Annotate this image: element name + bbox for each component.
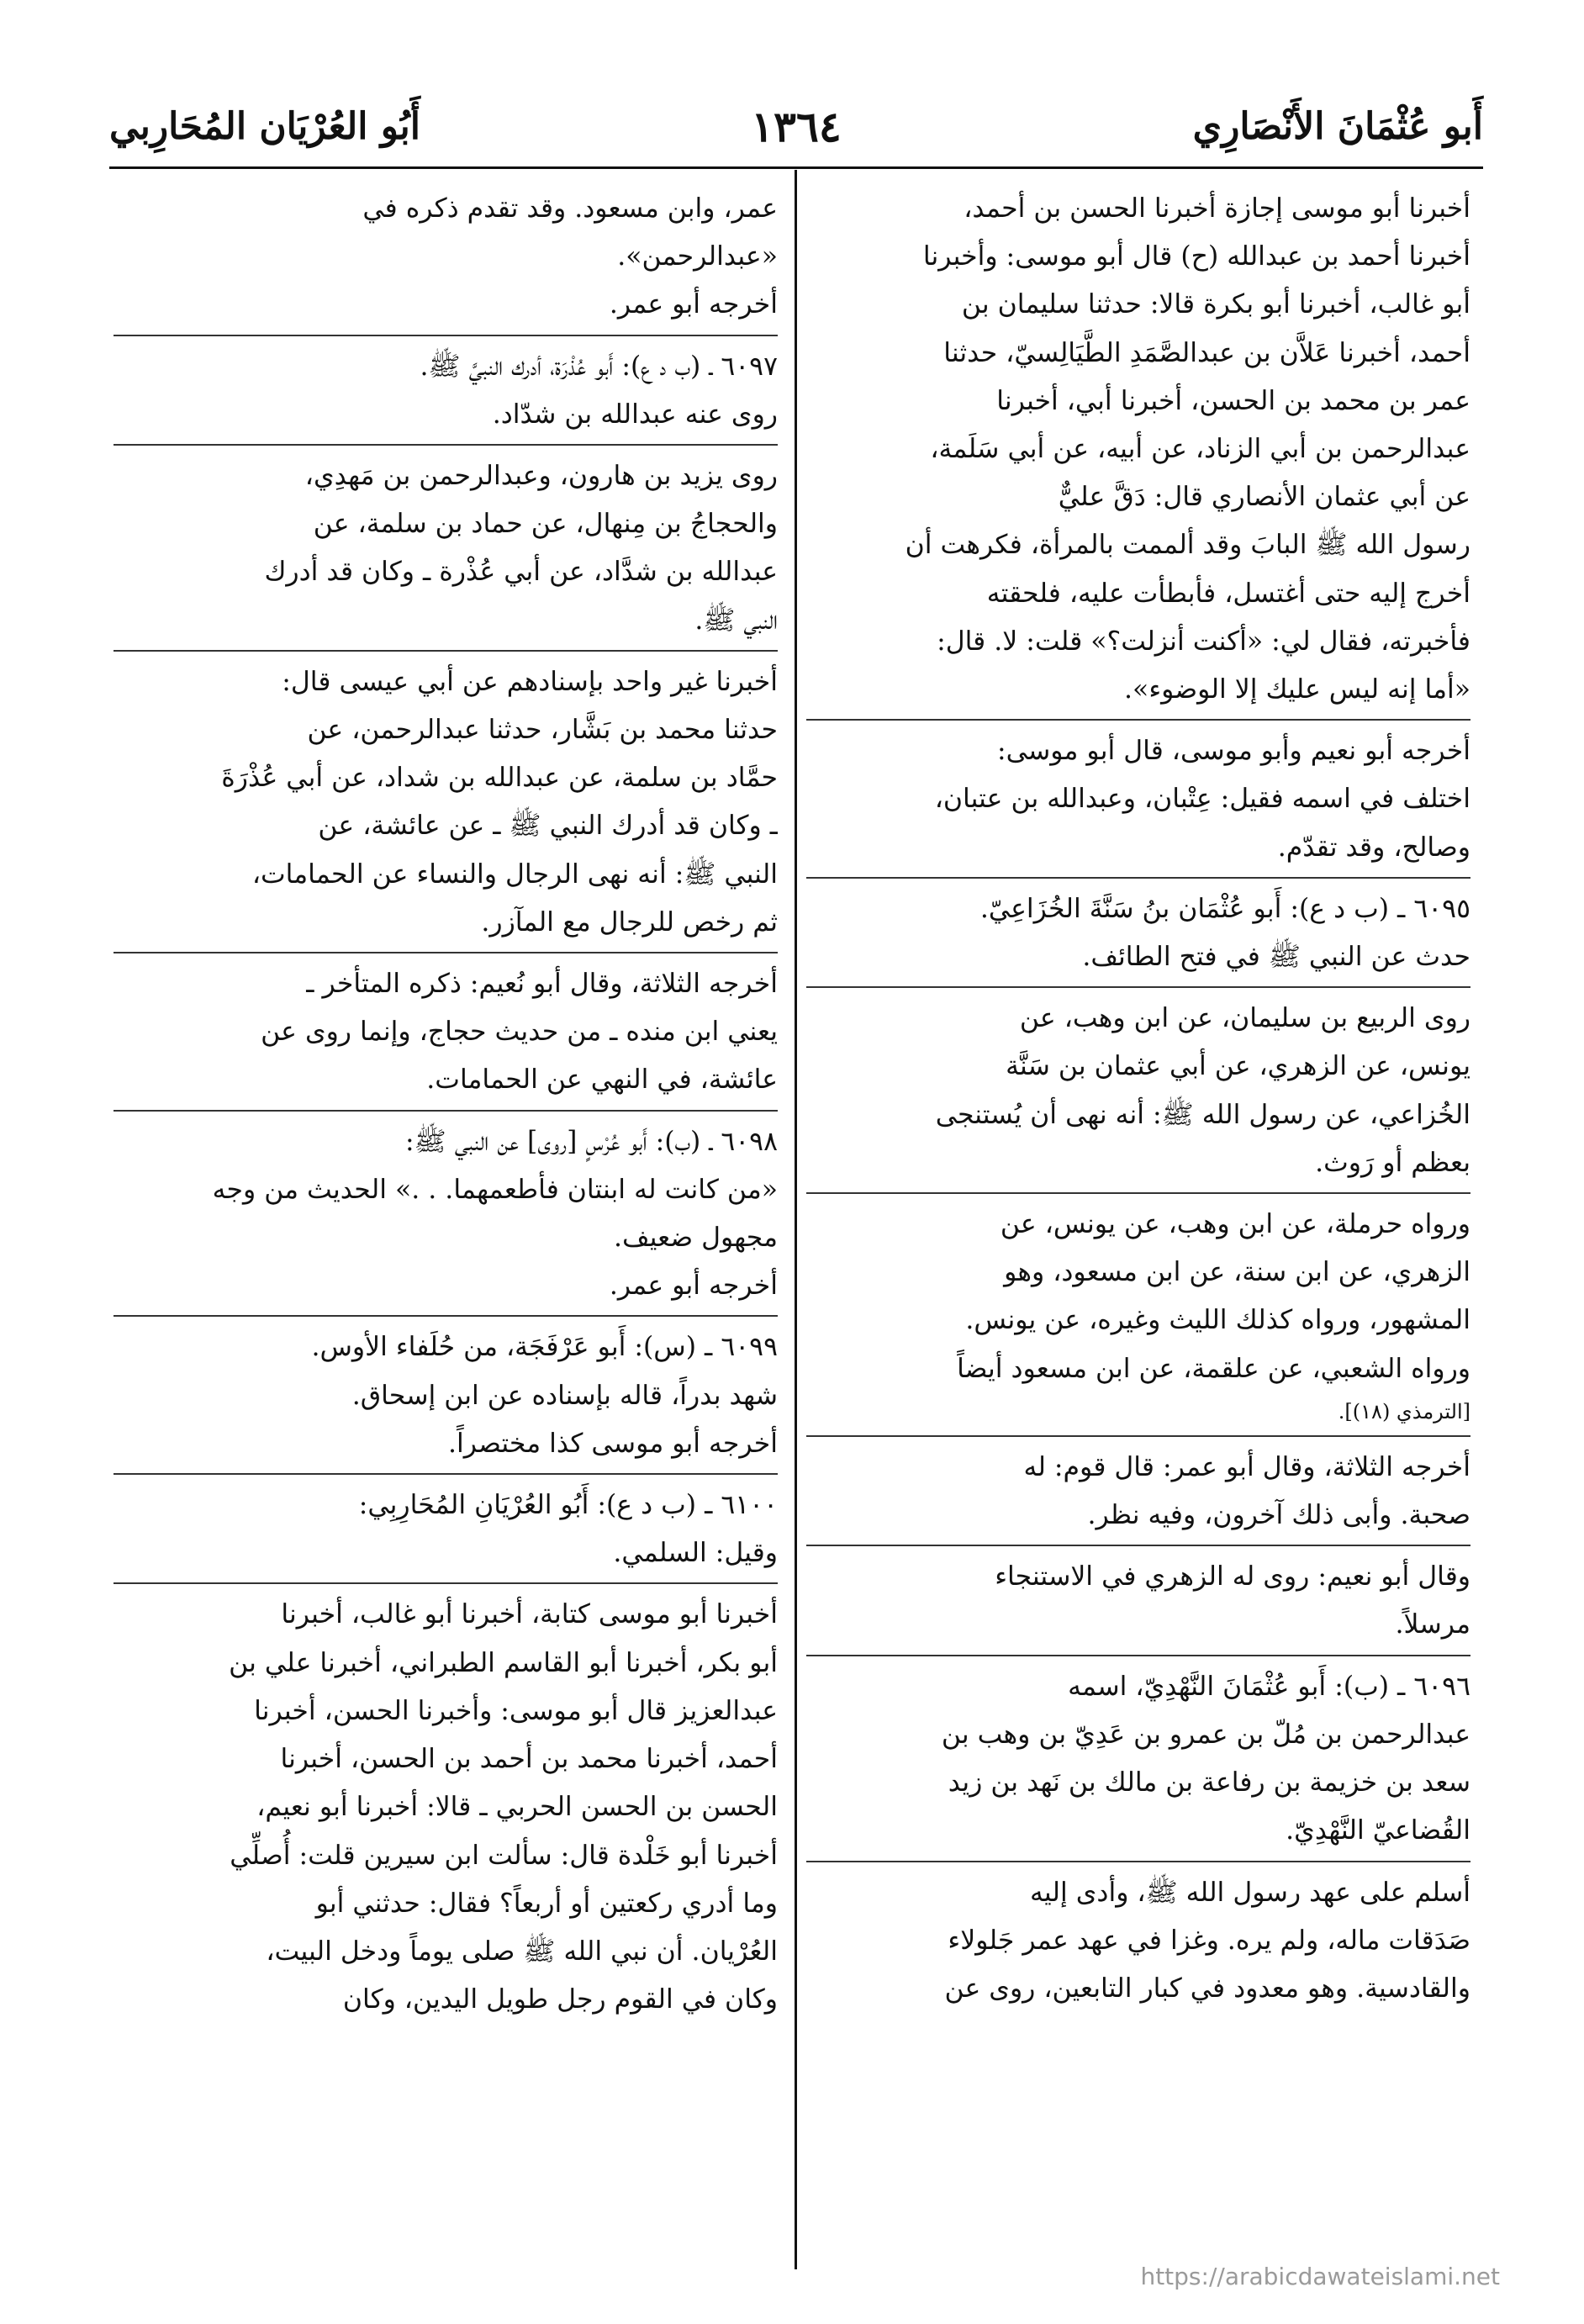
text-line: القُضاعيّ النَّهْدِيّ.	[1286, 1815, 1470, 1846]
text-line: وقيل: السلمي.	[613, 1538, 778, 1569]
text-line: عائشة، في النهي عن الحمامات.	[426, 1064, 778, 1096]
paragraph-separator	[114, 1582, 778, 1584]
text-line: مرسلاً.	[1395, 1609, 1470, 1640]
text-line: روى عنه عبدالله بن شدّاد.	[492, 399, 778, 430]
entry-heading-6097: ٦٠٩٧ ـ (ب د ع): أَبو عُذْرَة، أدرك النبيَّ ﷺ.	[420, 351, 778, 382]
text-line: أخبرنا أبو خَلْدة قال: سألت ابن سيرين قلت: أُصلِّي	[230, 1840, 778, 1871]
text-line: عمر، وابن مسعود. وقد تقدم ذكره في	[362, 193, 778, 224]
text-line: ورواه حرملة، عن ابن وهب، عن يونس، عن	[1000, 1209, 1470, 1240]
running-title-right: أَبو عُثْمَانَ الأَنْصَارِي	[1192, 104, 1483, 148]
text-line: وكان في القوم رجل طويل اليدين، وكان	[342, 1984, 778, 2015]
text-line: مجهول ضعيف.	[614, 1223, 778, 1254]
text-line: أبو بكر، أخبرنا أبو القاسم الطبراني، أخبرنا علي بن	[229, 1647, 778, 1678]
text-line: وصالح، وقد تقدّم.	[1277, 832, 1470, 863]
paragraph-separator	[114, 650, 778, 652]
text-line: ورواه الشعبي، عن علقمة، عن ابن مسعود أيضاً	[957, 1353, 1470, 1384]
text-line: أخبرنا غير واحد بإسنادهم عن أبي عيسى قال:	[282, 666, 778, 697]
text-line: ـ وكان قد أدرك النبي ﷺ ـ عن عائشة، عن	[318, 811, 778, 842]
paragraph-separator	[114, 1473, 778, 1475]
column-divider	[795, 170, 797, 2269]
paragraph-separator	[114, 444, 778, 446]
text-line: أحمد، أخبرنا عَلاَّن بن عبدالصَّمَدِ الطَّيَالِسيّ، حدثنا	[943, 337, 1470, 368]
text-line: فأخبرته، فقال لي: «أكنت أنزلت؟» قلت: لا. قال:	[937, 626, 1470, 657]
text-line: أبو غالب، أخبرنا أبو بكرة قالا: حدثنا سليمان بن	[961, 289, 1470, 320]
paragraph-separator	[806, 877, 1470, 879]
paragraph-separator	[806, 1435, 1470, 1437]
text-line: أخبرنا أبو موسى كتابة، أخبرنا أبو غالب، أخبرنا	[281, 1599, 778, 1630]
text-line: والحجاجُ بن مِنهال، عن حماد بن سلمة، عن	[313, 509, 778, 540]
text-line: أخرجه أبو نعيم وأبو موسى، قال أبو موسى:	[997, 736, 1470, 767]
text-line: حدث عن النبي ﷺ في فتح الطائف.	[1082, 942, 1470, 973]
text-line: أخبرنا أحمد بن عبدالله (ح) قال أبو موسى: وأخبرنا	[922, 241, 1470, 272]
paragraph-separator	[806, 986, 1470, 988]
text-line: أخرجه الثلاثة، وقال أبو نُعيم: ذكره المتأخر ـ	[306, 969, 778, 1000]
entry-heading-6095: ٦٠٩٥ ـ (ب د ع): أَبو عُثْمَان بنُ سَنَّةَ الخُزَاعِيّ.	[979, 893, 1470, 924]
text-line: وقال أبو نعيم: روى له الزهري في الاستنجاء	[995, 1561, 1470, 1592]
text-line: ثم رخص للرجال مع المآزر.	[481, 906, 778, 938]
text-line: أخرجه الثلاثة، وقال أبو عمر: قال قوم: له	[1023, 1451, 1470, 1482]
text-line: شهد بدراً، قاله بإسناده عن ابن إسحاق.	[351, 1380, 778, 1411]
entry-heading-6096: ٦٠٩٦ ـ (ب): أَبو عُثْمَانَ النَّهْدِيّ، اسمه	[1068, 1671, 1470, 1702]
text-line: أخبرنا أبو موسى إجازة أخبرنا الحسن بن أحمد،	[964, 193, 1470, 224]
page-header	[109, 92, 1483, 160]
watermark-url: https://arabicdawateislami.net	[1140, 2263, 1500, 2290]
text-line: سعد بن خزيمة بن رفاعة بن مالك بن نَهد بن زيد	[948, 1767, 1470, 1798]
hadith-quote: «أما إنه ليس عليك إلا الوضوء».	[1124, 674, 1470, 705]
paragraph-separator	[806, 1655, 1470, 1656]
text-line: والقادسية. وهو معدود في كبار التابعين، روى عن	[944, 1973, 1470, 2004]
hadith-quote: «من كانت له ابنتان فأطعمهما. . .» الحديث من وجه	[212, 1174, 778, 1205]
text-line: المشهور، ورواه كذلك الليث وغيره، عن يونس.	[965, 1305, 1470, 1336]
paragraph-separator	[114, 335, 778, 336]
entry-heading-6098: ٦٠٩٨ ـ (ب): أَبو عُرْسٍ [روى] عن النبي ﷺ:	[405, 1126, 778, 1157]
text-line: حمَّاد بن سلمة، عن عبدالله بن شداد، عن أبي عُذْرَةَ	[221, 763, 778, 794]
text-line: أسلم على عهد رسول الله ﷺ، وأدى إليه	[1030, 1877, 1470, 1908]
text-line: بعظم أو رَوث.	[1315, 1147, 1470, 1178]
text-line: أخرج إليه حتى أغتسل، فأبطأت عليه، فلحقته	[986, 578, 1470, 609]
left-column	[114, 185, 778, 2270]
paragraph-separator	[806, 1861, 1470, 1862]
right-column	[806, 185, 1470, 2270]
text-line: روى يزيد بن هارون، وعبدالرحمن بن مَهدِي،	[304, 461, 778, 492]
text-line: اختلف في اسمه فقيل: عِتْبان، وعبدالله بن عتبان،	[934, 784, 1470, 815]
text-line: روى الربيع بن سليمان، عن ابن وهب، عن	[1019, 1003, 1470, 1034]
paragraph-separator	[806, 1545, 1470, 1546]
entry-heading-6099: ٦٠٩٩ ـ (س): أَبو عَرْفَجَة، من حُلَفاء الأوس.	[311, 1332, 778, 1363]
text-line: عبدالعزيز قال أبو موسى: وأخبرنا الحسن، أخبرنا	[254, 1695, 778, 1726]
text-line: «عبدالرحمن».	[617, 241, 778, 272]
entry-heading-6100: ٦١٠٠ ـ (ب د ع): أَبُو العُرْيَانِ المُحَارِبِي:	[358, 1490, 778, 1521]
text-line: عن أبي عثمان الأنصاري قال: دَقَّ عليٌّ	[1058, 482, 1470, 513]
text-line: النبي ﷺ: أنه نهى الرجال والنساء عن الحمامات،	[251, 858, 778, 890]
paragraph-separator	[114, 1110, 778, 1112]
text-line: الزهري، عن ابن سنة، عن ابن مسعود، وهو	[1004, 1257, 1470, 1288]
text-line: الحسن بن الحسن الحربي ـ قالا: أخبرنا أبو نعيم،	[256, 1792, 778, 1823]
running-title-left: أَبُو العُرْيَان المُحَارِبي	[109, 104, 420, 148]
page-number: ١٣٦٤	[751, 101, 842, 151]
text-line: النبي ﷺ.	[694, 605, 778, 636]
text-line: أحمد، أخبرنا محمد بن أحمد بن الحسن، أخبرنا	[280, 1744, 778, 1775]
text-line: أخرجه أبو عمر.	[609, 289, 778, 320]
text-line: عمر بن محمد بن الحسن، أخبرنا أبي، أخبرنا	[996, 385, 1470, 416]
text-line: صحبة. وأبى ذلك آخرون، وفيه نظر.	[1087, 1500, 1470, 1531]
text-line: وما أدري ركعتين أو أربعاً؟ فقال: حدثني أبو	[315, 1888, 778, 1919]
text-line: أخرجه أبو موسى كذا مختصراً.	[447, 1428, 778, 1459]
text-line: حدثنا محمد بن بَشَّار، حدثنا عبدالرحمن، عن	[307, 715, 778, 746]
citation-reference: [الترمذي (١٨)].	[1338, 1399, 1470, 1423]
text-line: يعني ابن منده ـ من حديث حجاج، وإنما روى عن	[261, 1017, 778, 1048]
text-line: الخُزاعي، عن رسول الله ﷺ: أنه نهى أن يُستنجى	[935, 1099, 1470, 1130]
text-line: صَدَقات ماله، ولم يره. وغزا في عهد عمر جَلولاء	[948, 1925, 1470, 1956]
text-line: عبدالرحمن بن أبي الزناد، عن أبيه، عن أبي سَلَمة،	[930, 434, 1470, 465]
text-line: يونس، عن الزهري، عن أبي عثمان بن سَنَّة	[1006, 1051, 1470, 1082]
text-line: عبدالله بن شدَّاد، عن أبي عُذْرة ـ وكان قد أدرك	[264, 557, 778, 588]
header-rule	[109, 166, 1483, 169]
text-line: رسول الله ﷺ البابَ وقد ألممت بالمرأة، فكرهت أن	[905, 530, 1470, 561]
text-line: أخرجه أبو عمر.	[609, 1270, 778, 1302]
text-line: العُرْيان. أن نبي الله ﷺ صلى يوماً ودخل البيت،	[266, 1936, 778, 1967]
paragraph-separator	[806, 1192, 1470, 1194]
paragraph-separator	[114, 952, 778, 953]
paragraph-separator	[806, 719, 1470, 721]
text-line: عبدالرحمن بن مُلّ بن عمرو بن عَدِيّ بن وهب بن	[941, 1719, 1470, 1750]
paragraph-separator	[114, 1315, 778, 1317]
